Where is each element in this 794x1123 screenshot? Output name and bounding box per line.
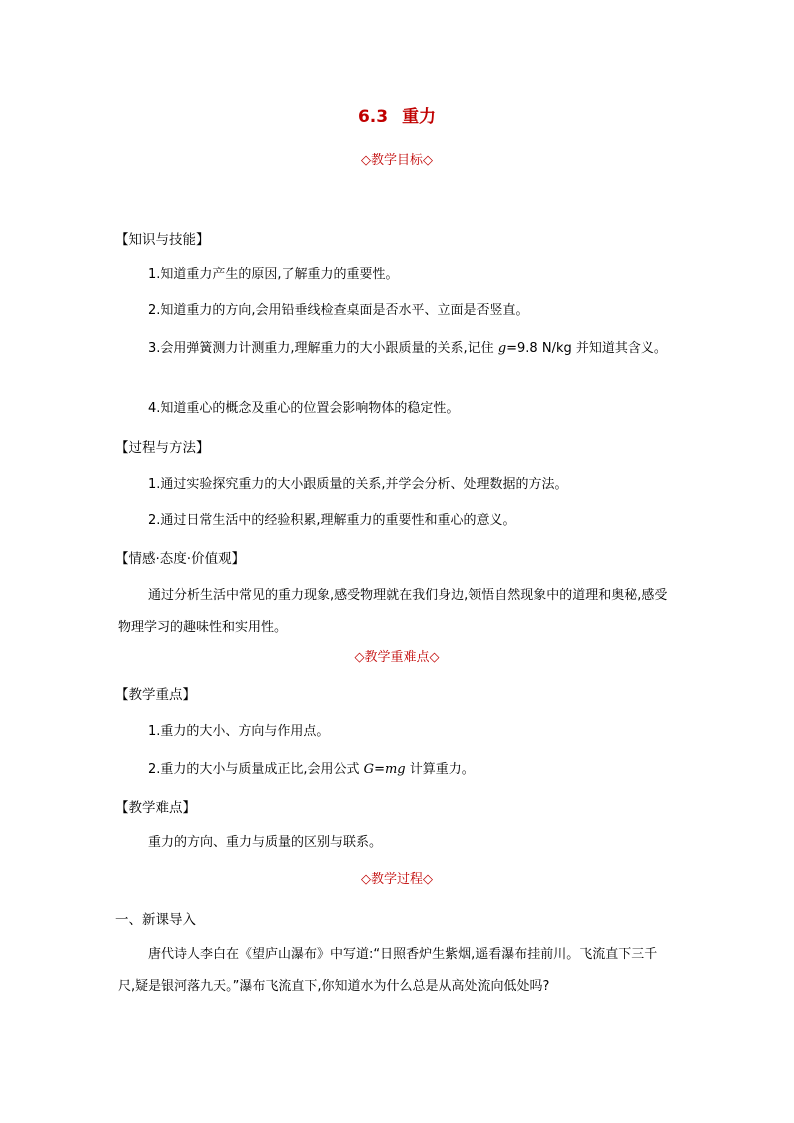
knowledge-item-2: 2.知道重力的方向,会用铅垂线检查桌面是否水平、立面是否竖直。 [148, 303, 529, 318]
heading-process-method: 【过程与方法】 [115, 440, 210, 456]
lesson-number: 6.3 [357, 107, 389, 127]
knowledge-item-4: 4.知道重心的概念及重心的位置会影响物体的稳定性。 [148, 401, 460, 416]
formula-mg-symbol: mg [384, 762, 406, 777]
section-teaching-process: ◇教学过程◇ [361, 872, 433, 887]
heading-teaching-focus: 【教学重点】 [115, 687, 196, 703]
knowledge-item-3-before: 3.会用弹簧测力计测重力,理解重力的大小跟质量的关系,记住 [148, 341, 498, 356]
heading-new-lesson-intro: 一、新课导入 [115, 912, 196, 928]
gravity-constant-symbol: g [497, 341, 507, 356]
formula-equals: = [374, 762, 385, 777]
lesson-title [0, 104, 794, 130]
section-key-points: ◇教学重难点◇ [354, 650, 440, 665]
focus-item-2 [118, 754, 674, 786]
knowledge-item-3 [118, 333, 674, 365]
process-item-2: 2.通过日常生活中的经验积累,理解重力的重要性和重心的意义。 [148, 513, 516, 528]
difficulty-paragraph: 重力的方向、重力与质量的区别与联系。 [148, 835, 383, 850]
knowledge-item-1: 1.知道重力产生的原因,了解重力的重要性。 [148, 267, 399, 282]
heading-knowledge-skills: 【知识与技能】 [115, 232, 210, 248]
focus-item-2-after: 计算重力。 [405, 762, 475, 777]
heading-teaching-difficulty: 【教学难点】 [115, 800, 196, 816]
emotion-paragraph: 通过分析生活中常见的重力现象,感受物理就在我们身边,领悟自然现象中的道理和奥秘,感受物理学习的趣味性和实用性。 [118, 588, 668, 635]
intro-paragraph: 唐代诗人李白在《望庐山瀑布》中写道:“日照香炉生紫烟,遥看瀑布挂前川。飞流直下三千尺,疑是银河落九天。”瀑布飞流直下,你知道水为什么总是从高处流向低处吗? [118, 947, 658, 994]
process-item-1: 1.通过实验探究重力的大小跟质量的关系,并学会分析、处理数据的方法。 [148, 477, 568, 492]
lesson-title-text: 重力 [402, 107, 437, 127]
focus-item-2-before: 2.重力的大小与质量成正比,会用公式 [148, 762, 364, 777]
focus-item-1: 1.重力的大小、方向与作用点。 [148, 724, 330, 739]
heading-emotion: 【情感·态度·价值观】 [115, 551, 246, 567]
section-objectives: ◇教学目标◇ [361, 153, 433, 168]
knowledge-item-3-after: =9.8 N/kg 并知道其含义。 [506, 341, 667, 356]
formula-g-symbol: G [363, 762, 375, 777]
